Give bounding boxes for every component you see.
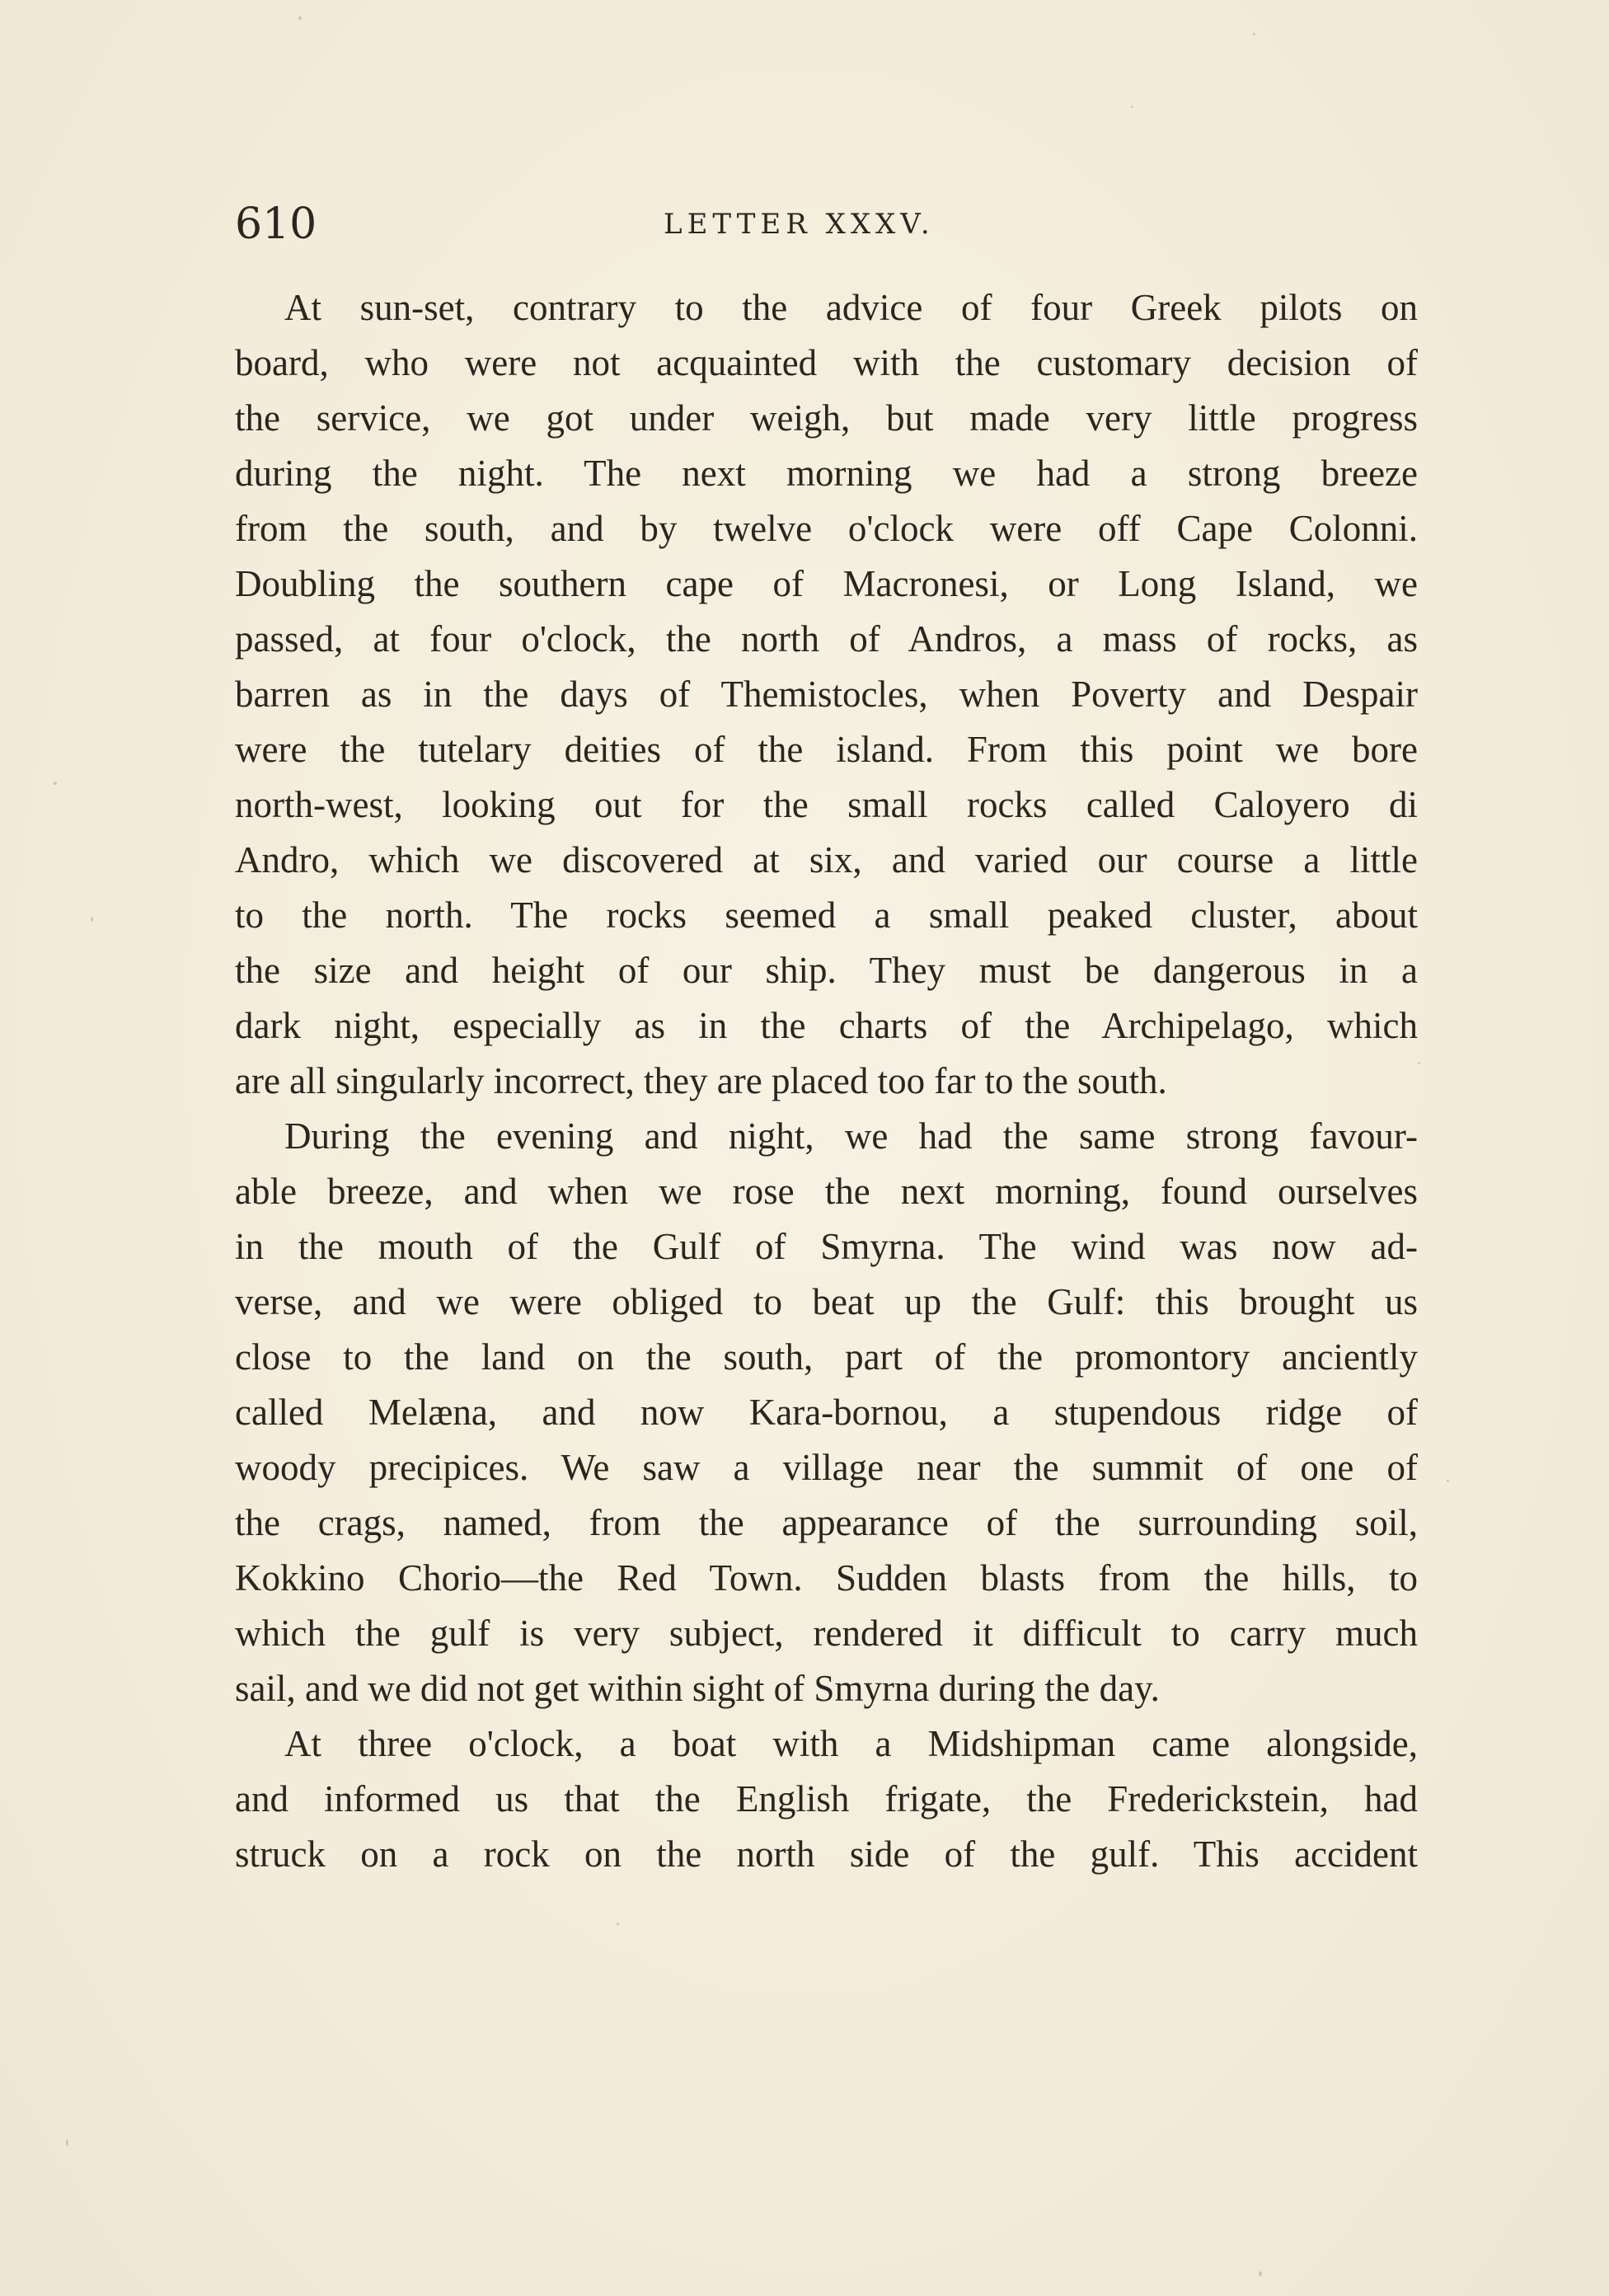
text-line: which the gulf is very subject, rendered it difficult to carry much [235, 1613, 1418, 1654]
paper-speck [66, 2139, 68, 2146]
text-line: during the night. The next morning we had a strong breeze [235, 453, 1418, 494]
text-line: struck on a rock on the north side of the gulf. This accident [235, 1834, 1418, 1875]
text-line: from the south, and by twelve o'clock were off Cape Colonni. [235, 508, 1418, 549]
paper-speck [1131, 106, 1133, 108]
text-line: close to the land on the south, part of the promontory anciently [235, 1336, 1418, 1378]
text-line: sail, and we did not get within sight of Smyrna during the day. [235, 1668, 1160, 1709]
text-line: Doubling the southern cape of Macronesi, or Long Island, we [235, 563, 1418, 604]
text-line: passed, at four o'clock, the north of Andros, a mass of rocks, as [235, 618, 1418, 660]
text-line: to the north. The rocks seemed a small peaked cluster, about [235, 894, 1418, 936]
text-line: and informed us that the English frigate, the Frederickstein, had [235, 1778, 1418, 1819]
paper-speck [1418, 1062, 1420, 1064]
paper-speck [54, 782, 57, 785]
text-line: the size and height of our ship. They must be dangerous in a [235, 950, 1418, 991]
page-header [235, 191, 1422, 257]
text-line: woody precipices. We saw a village near the summit of one of [235, 1447, 1418, 1488]
text-line: able breeze, and when we rose the next morning, found ourselves [235, 1171, 1418, 1212]
text-line: verse, and we were obliged to beat up the Gulf: this brought us [235, 1281, 1418, 1322]
text-line: barren as in the days of Themistocles, when Poverty and Despair [235, 674, 1418, 715]
text-line: Andro, which we discovered at six, and varied our course a little [235, 839, 1418, 880]
paper-speck [1253, 33, 1255, 35]
text-line: in the mouth of the Gulf of Smyrna. The wind was now ad- [235, 1226, 1418, 1267]
text-line: are all singularly incorrect, they are placed too far to the south. [235, 1060, 1167, 1101]
paper-speck [1447, 1480, 1449, 1482]
text-line: called Melæna, and now Kara-bornou, a stupendous ridge of [235, 1392, 1418, 1433]
body-text [235, 280, 1418, 1882]
text-line: board, who were not acquainted with the customary decision of [235, 342, 1418, 383]
paper-speck [1259, 2271, 1262, 2276]
text-line: were the tutelary deities of the island. From this point we bore [235, 729, 1418, 770]
text-line: dark night, especially as in the charts of the Archipelago, which [235, 1005, 1418, 1046]
paper-speck [617, 1923, 619, 1925]
running-head: LETTER XXXV. [664, 208, 935, 241]
paper-speck [298, 16, 302, 20]
text-line: north-west, looking out for the small rocks called Caloyero di [235, 784, 1418, 825]
text-line: During the evening and night, we had the same strong favour- [284, 1115, 1418, 1157]
text-line: Kokkino Chorio—the Red Town. Sudden blasts from the hills, to [235, 1557, 1418, 1599]
text-line: At three o'clock, a boat with a Midshipman came alongside, [284, 1723, 1418, 1764]
text-line: the crags, named, from the appearance of the surrounding soil, [235, 1502, 1418, 1543]
text-line: At sun-set, contrary to the advice of four Greek pilots on [284, 287, 1418, 328]
paper-speck [91, 917, 93, 922]
text-line: the service, we got under weigh, but made very little progress [235, 397, 1418, 439]
page-number: 610 [235, 200, 317, 249]
